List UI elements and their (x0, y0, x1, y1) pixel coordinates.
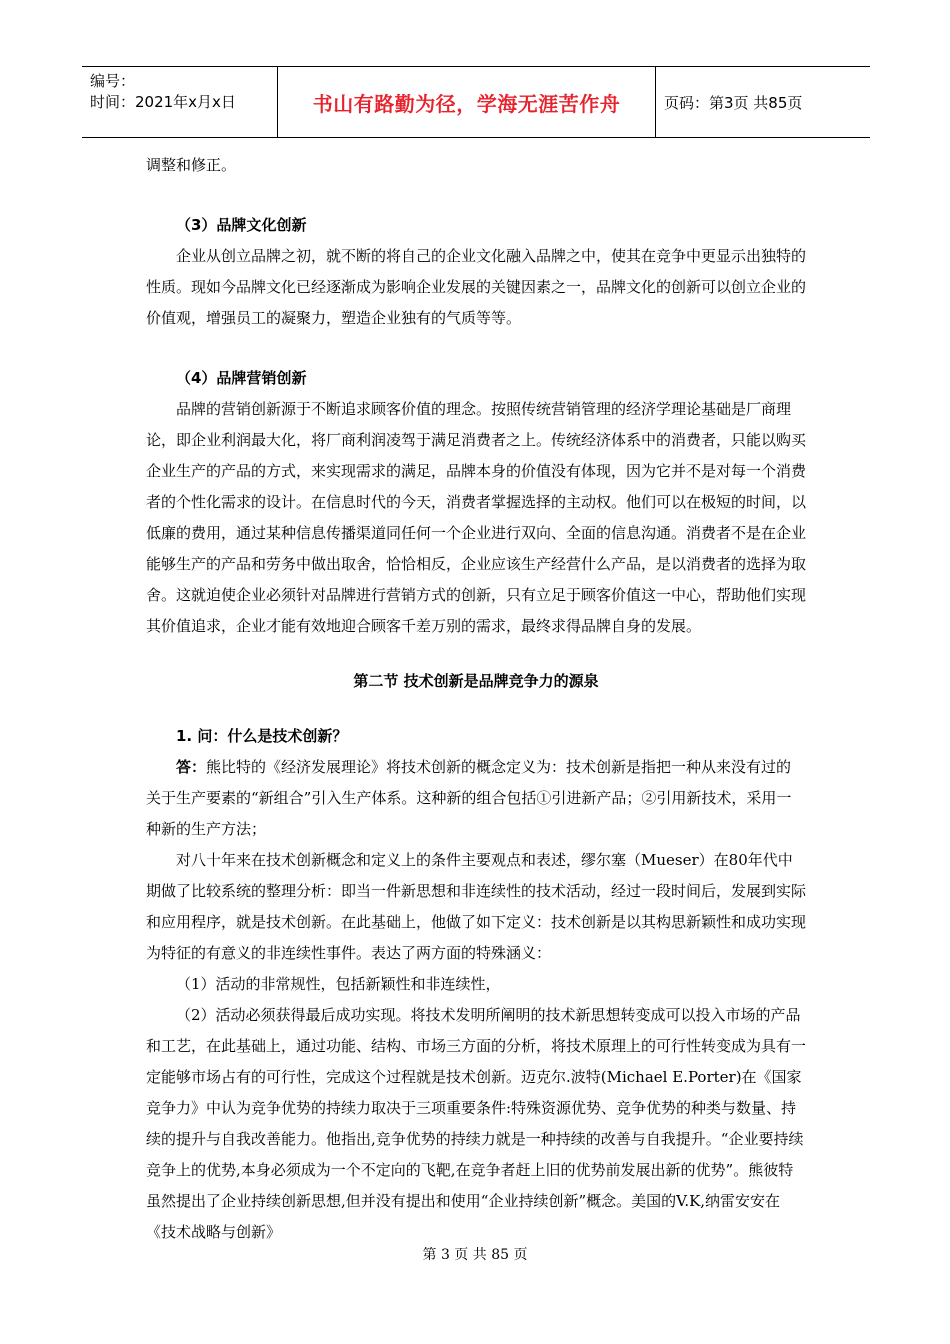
paragraph-brand-culture: 企业从创立品牌之初，就不断的将自己的企业文化融入品牌之中，使其在竞争中更显示出独特的性质。现如今品牌文化已经逐渐成为影响企业发展的关键因素之一，品牌文化的创新可以创立企业的价值观，增强员工的凝聚力，塑造企业独有的气质等等。 (146, 247, 807, 327)
subheading-brand-marketing: （4）品牌营销创新 (176, 369, 307, 387)
date-line: 时间：2021年x月x日 (90, 93, 236, 111)
page-footer: 第 3 页 共 85 页 (422, 1247, 528, 1263)
code-label: 编号： (90, 72, 136, 90)
header-meta (82, 67, 278, 137)
header-page-info: 页码：第3页 共85页 (664, 93, 803, 112)
continued-paragraph: 调整和修正。 (146, 156, 237, 174)
paragraph-point-2: （2）活动必须获得最后成功实现。将技术发明所阐明的技术新思想转变成可以投入市场的产品和工艺，在此基础上，通过功能、结构、市场三方面的分析，将技术原理上的可行性转变成为具有一定能够市场占有的可行性，完成这个过程就是技术创新。迈克尔.波特(Michael E.Porter)在《国家竞争力》中认为竞争优势的持续力取决于三项重要条件:特殊资源优势、竞争优势的种类与数量、持续的提升与自我改善能力。他指出,竞争优势的持续力就是一种持续的改善与自我提升。“企业要持续竞争上的优势,本身必须成为一个不定向的飞靶,在竞争者赶上旧的优势前发展出新的优势”。熊彼特虽然提出了企业持续创新思想,但并没有提出和使用“企业持续创新”概念。美国的V.K,纳雷安安在《技术战略与创新》 (146, 1006, 807, 1241)
section-title: 第二节 技术创新是品牌竞争力的源泉 (353, 672, 599, 690)
header-motto: 书山有路勤为径，学海无涯苦作舟 (278, 67, 656, 137)
answer-label: 答： (176, 758, 207, 776)
question-heading: 1. 问：什么是技术创新？ (176, 727, 348, 745)
paragraph-point-1: （1）活动的非常规性，包括新颖性和非连续性， (176, 975, 501, 993)
document-body (146, 150, 806, 1248)
answer-text: 熊比特的《经济发展理论》将技术创新的概念定义为：技术创新是指把一种从来没有过的关于生产要素的“新组合”引入生产体系。这种新的组合包括①引进新产品；②引用新技术，采用一种新的生产方法； (146, 758, 792, 838)
paragraph-brand-marketing: 品牌的营销创新源于不断追求顾客价值的理念。按照传统营销管理的经济学理论基础是厂商理论，即企业利润最大化，将厂商利润凌驾于满足消费者之上。传统经济体系中的消费者，只能以购买企业生产的产品的方式，来实现需求的满足，品牌本身的价值没有体现，因为它并不是对每一个消费者的个性化需求的设计。在信息时代的今天，消费者掌握选择的主动权。他们可以在极短的时间，以低廉的费用，通过某种信息传播渠道同任何一个企业进行双向、全面的信息沟通。消费者不是在企业能够生产的产品和劳务中做出取舍，恰恰相反，企业应该生产经营什么产品，是以消费者的选择为取舍。这就迫使企业必须针对品牌进行营销方式的创新，只有立足于顾客价值这一中心，帮助他们实现其价值追求，企业才能有效地迎合顾客千差万别的需求，最终求得品牌自身的发展。 (146, 400, 807, 635)
subheading-brand-culture: （3）品牌文化创新 (176, 216, 307, 234)
answer-paragraph (146, 752, 806, 845)
page-header (82, 66, 870, 138)
paragraph-mueser: 对八十年来在技术创新概念和定义上的条件主要观点和表述，缪尔塞（Mueser）在80年代中期做了比较系统的整理分析：即当一件新思想和非连续性的技术活动，经过一段时间后，发展到实际和应用程序，就是技术创新。在此基础上，他做了如下定义：技术创新是以其构思新颖性和成功实现为特征的有意义的非连续性事件。表达了两方面的特殊涵义： (146, 851, 807, 962)
